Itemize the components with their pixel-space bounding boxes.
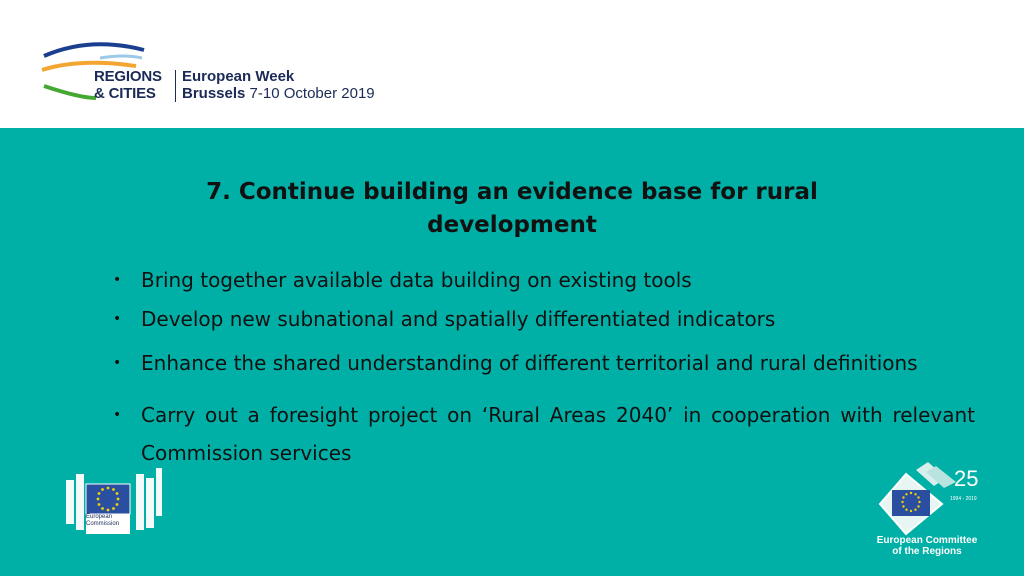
anniversary-years: 1994 - 2019	[950, 496, 977, 502]
logo-event-name: European Week	[182, 68, 295, 85]
cor-name	[862, 535, 992, 557]
logo-cities: & CITIES	[94, 85, 156, 102]
event-logo-left	[94, 68, 162, 102]
logo-divider	[175, 70, 176, 102]
cor-name-line1: European Committee	[876, 535, 978, 546]
bullet-dot-icon: •	[113, 272, 122, 288]
header-bar	[0, 0, 1024, 128]
ec-caption-line1: European	[86, 514, 113, 520]
bullet-item	[113, 396, 975, 472]
bullet-dot-icon: •	[113, 407, 122, 423]
event-logo-right	[182, 68, 375, 102]
bullet-dot-icon: •	[113, 355, 122, 371]
logo-city: Brussels	[182, 85, 246, 102]
logo-regions: REGIONS	[94, 68, 162, 85]
bullet-item	[113, 300, 975, 338]
anniversary-number: 25	[954, 466, 979, 491]
slide-title: 7. Continue building an evidence base for rural development	[206, 179, 818, 238]
ec-caption	[86, 514, 119, 528]
bullet-text: Develop new subnational and spatially differentiated indicators	[141, 307, 776, 331]
bullet-item	[113, 344, 975, 382]
ec-caption-line2: Commission	[86, 521, 120, 527]
bullet-text: Bring together available data building on existing tools	[141, 268, 692, 292]
bullet-text: Enhance the shared understanding of different territorial and rural definitions	[141, 351, 918, 375]
logo-dates: 7-10 October 2019	[249, 85, 375, 102]
bullet-text: Carry out a foresight project on ‘Rural Areas 2040’ in cooperation with relevant Commission services	[141, 403, 975, 465]
bullet-dot-icon: •	[113, 311, 122, 327]
bullet-list	[113, 261, 975, 472]
cor-name-line2: of the Regions	[892, 546, 962, 557]
bullet-item	[113, 261, 975, 299]
